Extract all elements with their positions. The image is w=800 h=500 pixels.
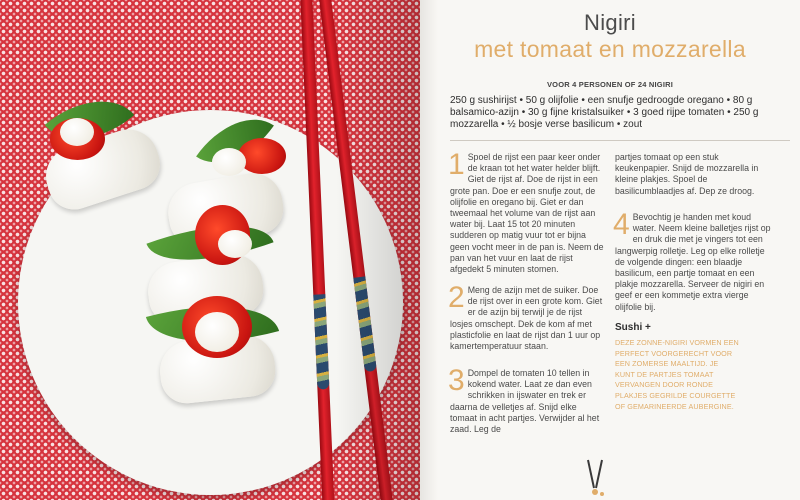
step-2 — [448, 281, 605, 352]
step-4 — [613, 208, 775, 313]
tip-text: DEZE ZONNE-NIGIRI VORMEN EEN PERFECT VOORGERECHT VOOR EEN ZOMERSE MAALTIJD. JE KUNT DE PARTJES TOMAAT VERVANGEN DOOR RONDE PLAKJES GEGRILDE COURGETTE OF GEMARINEERDE AUBERGINE. — [615, 338, 739, 411]
recipe-subtitle: met tomaat en mozzarella — [474, 36, 746, 62]
chopsticks-icon — [580, 458, 610, 498]
step-text: Meng de azijn met de suiker. Doe de rijst over in een grote kom. Giet er de azijn bij terwijl je de rijst losjes omschept. Dek de kom af met plasticfolie en laat de rijst dan 1 uur op kamertemperatuur staan. — [450, 285, 603, 352]
step-3-continued: partjes tomaat op een stuk keukenpapier. Snijd de mozzarella in kleine plakjes. Spoel de basilicumblaadjes af. Dep ze droog. — [615, 152, 759, 196]
step-3 — [448, 364, 605, 435]
recipe-title: Nigiri — [584, 10, 636, 35]
step-number: 4 — [613, 208, 630, 241]
ingredients-list: 250 g sushirijst • 50 g olijfolie • een snufje gedroogde oregano • 80 g balsamico-azijn • 30 g fijne kristalsuiker • 3 goed rijpe tomaten • 250 g mozzarella • ½ bosje verse basilicum • zout — [450, 95, 759, 130]
divider — [450, 140, 790, 141]
step-number: 2 — [448, 281, 465, 314]
tip-heading: Sushi + — [615, 322, 651, 333]
step-number: 1 — [448, 148, 465, 181]
step-text: Dompel de tomaten 10 tellen in kokend water. Laat ze dan even schrikken in ijswater en trek er daarna de velletjes af. Snijd elke tomaat in acht partjes. Verwijder al het zaad. Leg de — [450, 368, 600, 435]
servings-line: VOOR 4 PERSONEN OF 24 NIGIRI — [546, 80, 674, 89]
step-number: 3 — [448, 364, 465, 397]
step-1 — [448, 148, 605, 275]
step-text: Spoel de rijst een paar keer onder de kraan tot het water helder blijft. Giet de rijst af. Doe de rijst in een grote pan. Doe er een snufje zout, de olijfolie en oregano bij. Giet er dan tweemaal het volume van de rijst aan water bij. Laat 15 tot 20 minuten sudderen op matig vuur tot er bijna geen vocht meer in de pan is. Neem de pan van het vuur en laat de rijst afgedekt 5 minuten stomen. — [450, 152, 604, 275]
step-text: Bevochtig je handen met koud water. Neem kleine balletjes rijst op en druk die met je vingers tot een langwerpig rolletje. Leg op elke rolletje de volgende dingen: een blaadje basilicum, een partje tomaat en een plakje mozzarella. Serveer de nigiri en geef er een kommetje extra vierge olijfolie bij. — [615, 212, 771, 312]
recipe-page — [420, 0, 800, 500]
